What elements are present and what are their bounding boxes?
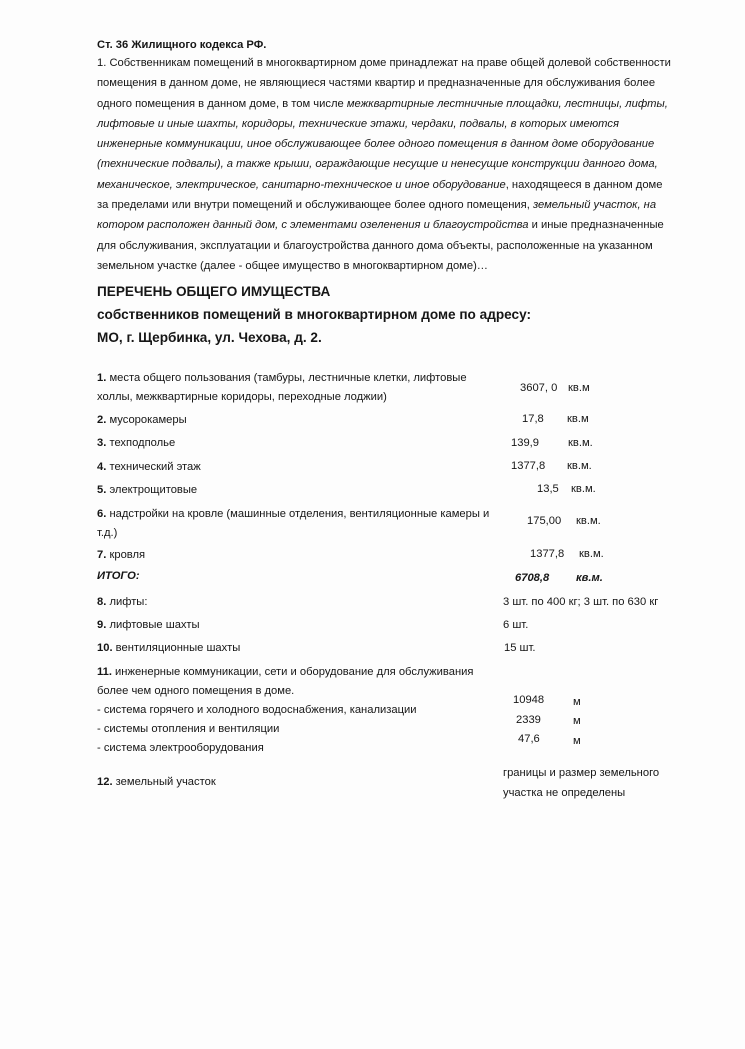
- item-6-value: 175,00: [527, 515, 562, 527]
- item-11-sub-1-value: 10948: [513, 694, 545, 706]
- item-7-label: 7. кровля: [97, 549, 146, 561]
- item-10-label: 10. вентиляционные шахты: [97, 642, 241, 654]
- item-4-value: 1377,8: [511, 460, 546, 472]
- item-12-value-line1: границы и размер земельного: [503, 767, 660, 779]
- paragraph-line: котором расположен данный дом, с элементами озеленения и благоустройства и иные предназначенные: [97, 219, 664, 232]
- item-2-value: 17,8: [522, 413, 544, 425]
- item-7-unit: кв.м.: [579, 548, 604, 560]
- list-subtitle: собственников помещений в многоквартирном доме по адресу:: [97, 307, 531, 322]
- item-7-value: 1377,8: [530, 548, 565, 560]
- item-11-sub-1-unit: м: [573, 696, 581, 708]
- paragraph-line: лифтовые и иные шахты, коридоры, технические этажи, чердаки, подвалы, в которых имеются: [97, 117, 619, 130]
- item-11-sub-2-value: 2339: [516, 714, 541, 726]
- item-11-sub-2: - системы отопления и вентиляции: [97, 723, 280, 735]
- item-11-sub-3: - система электрооборудования: [97, 742, 264, 754]
- item-12-value-line2: участка не определены: [503, 787, 626, 799]
- paragraph-line: для обслуживания, эксплуатации и благоустройства данного дома объекты, расположенные на указанном: [97, 239, 653, 252]
- item-6-label-cont: т.д.): [97, 527, 118, 539]
- item-11-label-cont: более чем одного помещения в доме.: [97, 685, 295, 697]
- item-2-label: 2. мусорокамеры: [97, 414, 187, 426]
- item-6-unit: кв.м.: [576, 515, 601, 527]
- item-12-label: 12. земельный участок: [97, 776, 216, 788]
- paragraph-line: 1. Собственникам помещений в многоквартирном доме принадлежат на праве общей долевой собственности: [97, 57, 671, 69]
- paragraph-line: механическое, электрическое, санитарно-техническое и иное оборудование, находящееся в данном доме: [97, 178, 663, 191]
- list-title: ПЕРЕЧЕНЬ ОБЩЕГО ИМУЩЕСТВА: [97, 284, 331, 299]
- paragraph-line: инженерные коммуникации, иное обслуживающее более одного помещения в данном доме оборудование: [97, 138, 655, 151]
- address: МО, г. Щербинка, ул. Чехова, д. 2.: [97, 330, 322, 345]
- item-11-sub-1: - система горячего и холодного водоснабжения, канализации: [97, 704, 417, 716]
- item-11-sub-3-value: 47,6: [518, 733, 540, 745]
- total-value: 6708,8: [515, 572, 550, 584]
- paragraph-line: одного помещения в данном доме, в том числе межквартирные лестничные площадки, лестницы, лифты,: [97, 97, 668, 110]
- item-3-value: 139,9: [511, 437, 539, 449]
- item-1-unit: кв.м: [568, 382, 590, 394]
- item-3-unit: кв.м.: [568, 437, 593, 449]
- item-1-label: 1. места общего пользования (тамбуры, лестничные клетки, лифтовые: [97, 372, 467, 384]
- paragraph-line: помещения в данном доме, не являющиеся частями квартир и предназначенные для обслуживания более: [97, 77, 656, 90]
- paragraph-line: земельном участке (далее - общее имущество в многоквартирном доме)…: [97, 259, 488, 272]
- item-8-value: 3 шт. по 400 кг; 3 шт. по 630 кг: [503, 596, 659, 608]
- item-1-value: 3607, 0: [520, 382, 558, 394]
- item-8-label: 8. лифты:: [97, 596, 148, 608]
- item-11-sub-2-unit: м: [573, 715, 581, 727]
- article-paragraph: [97, 53, 687, 276]
- item-11-label: 11. инженерные коммуникации, сети и оборудование для обслуживания: [97, 666, 474, 678]
- item-9-value: 6 шт.: [503, 619, 529, 631]
- article-heading: Ст. 36 Жилищного кодекса РФ.: [97, 39, 267, 51]
- item-5-unit: кв.м.: [571, 483, 596, 495]
- item-3-label: 3. техподполье: [97, 437, 176, 449]
- item-4-label: 4. технический этаж: [97, 461, 201, 473]
- item-5-value: 13,5: [537, 483, 559, 495]
- item-6-label: 6. надстройки на кровле (машинные отделения, вентиляционные камеры и: [97, 508, 490, 520]
- total-unit: кв.м.: [576, 572, 603, 584]
- item-9-label: 9. лифтовые шахты: [97, 619, 200, 631]
- item-11-sub-3-unit: м: [573, 735, 581, 747]
- item-5-label: 5. электрощитовые: [97, 484, 198, 496]
- item-10-value: 15 шт.: [504, 642, 536, 654]
- item-4-unit: кв.м.: [567, 460, 592, 472]
- total-label: ИТОГО:: [97, 570, 140, 582]
- paragraph-line: (технические подвалы), а также крыши, ограждающие несущие и ненесущие конструкции данного дома,: [97, 158, 658, 171]
- item-1-label-cont: холлы, межквартирные коридоры, переходные лоджии): [97, 391, 387, 403]
- paragraph-line: за пределами или внутри помещений и обслуживающее более одного помещения, земельный участок, на: [97, 199, 657, 212]
- item-2-unit: кв.м: [567, 413, 589, 425]
